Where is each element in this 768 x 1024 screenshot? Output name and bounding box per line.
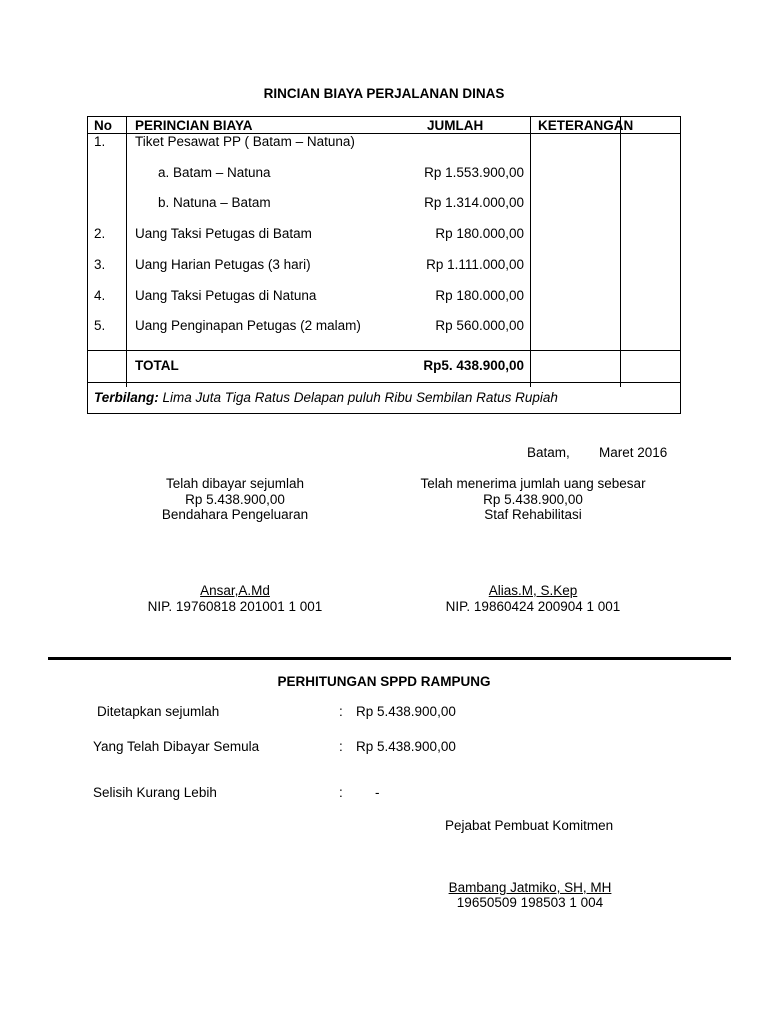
col-divider-no xyxy=(126,117,127,387)
official-signature xyxy=(420,880,640,910)
row-item: b. Natuna – Batam xyxy=(158,195,271,210)
sppd-row-value: - xyxy=(375,785,380,800)
payer-amount: Rp 5.438.900,00 xyxy=(185,491,285,507)
receiver-signature xyxy=(418,583,648,615)
row-item: Tiket Pesawat PP ( Batam – Natuna) xyxy=(135,134,355,149)
row-item: Uang Harian Petugas (3 hari) xyxy=(135,257,311,272)
official-name: Bambang Jatmiko, SH, MH xyxy=(448,880,612,895)
sppd-row-label: Yang Telah Dibayar Semula xyxy=(93,739,260,754)
col-divider-perincian xyxy=(530,117,531,387)
sppd-row-colon: : xyxy=(339,704,343,719)
cost-table xyxy=(87,116,681,414)
row-no: 1. xyxy=(94,134,106,149)
total-bottom-divider xyxy=(88,382,680,383)
sppd-row-colon: : xyxy=(339,785,343,800)
row-item: Uang Taksi Petugas di Natuna xyxy=(135,288,317,303)
header-jumlah: JUMLAH xyxy=(427,118,484,133)
row-amount: Rp 180.000,00 xyxy=(435,288,524,303)
terbilang-text: Lima Juta Tiga Ratus Delapan puluh Ribu Sembilan Ratus Rupiah xyxy=(158,390,558,405)
receiver-block xyxy=(403,476,663,523)
sppd-row-label: Ditetapkan sejumlah xyxy=(97,704,220,719)
row-item: a. Batam – Natuna xyxy=(158,165,271,180)
terbilang-label: Terbilang: xyxy=(94,390,159,405)
header-keterangan: KETERANGAN xyxy=(538,118,634,133)
payer-name: Ansar,A.Md xyxy=(200,583,270,598)
row-no: 5. xyxy=(94,318,106,333)
payer-role: Bendahara Pengeluaran xyxy=(161,507,309,522)
header-perincian: PERINCIAN BIAYA xyxy=(135,118,253,133)
document-title: RINCIAN BIAYA PERJALANAN DINAS xyxy=(263,86,505,101)
official-nip: 19650509 198503 1 004 xyxy=(456,895,604,910)
sppd-title: PERHITUNGAN SPPD RAMPUNG xyxy=(277,674,491,689)
date: Maret 2016 xyxy=(599,445,668,460)
row-amount: Rp 1.553.900,00 xyxy=(424,165,524,180)
col-divider-jumlah xyxy=(620,117,621,387)
place: Batam, xyxy=(527,445,570,460)
row-no: 4. xyxy=(94,288,106,303)
row-no: 2. xyxy=(94,226,106,241)
row-amount: Rp 1.111.000,00 xyxy=(426,257,524,272)
total-value: Rp5. 438.900,00 xyxy=(423,358,524,373)
row-item: Uang Taksi Petugas di Batam xyxy=(135,226,312,241)
sppd-row-value: Rp 5.438.900,00 xyxy=(356,704,456,719)
receiver-line1: Telah menerima jumlah uang sebesar xyxy=(420,476,646,491)
section-separator xyxy=(48,657,731,660)
receiver-name: Alias.M, S.Kep xyxy=(488,583,578,598)
payer-block xyxy=(130,476,340,523)
payer-signature xyxy=(120,583,350,615)
official-title: Pejabat Pembuat Komitmen xyxy=(445,818,614,833)
sppd-row-label: Selisih Kurang Lebih xyxy=(93,785,217,800)
total-top-divider xyxy=(88,350,680,351)
row-amount: Rp 560.000,00 xyxy=(435,318,524,333)
row-item: Uang Penginapan Petugas (2 malam) xyxy=(135,318,361,333)
row-amount: Rp 1.314.000,00 xyxy=(424,195,524,210)
receiver-nip: NIP. 19860424 200904 1 001 xyxy=(445,599,621,614)
total-label: TOTAL xyxy=(135,358,179,373)
payer-line1: Telah dibayar sejumlah xyxy=(165,476,305,491)
header-no: No xyxy=(94,118,112,133)
terbilang-row xyxy=(94,390,558,405)
row-amount: Rp 180.000,00 xyxy=(435,226,524,241)
sppd-row-colon: : xyxy=(339,739,343,754)
sppd-row-value: Rp 5.438.900,00 xyxy=(356,739,456,754)
receiver-amount: Rp 5.438.900,00 xyxy=(483,491,583,507)
row-no: 3. xyxy=(94,257,106,272)
receiver-role: Staf Rehabilitasi xyxy=(484,507,582,522)
payer-nip: NIP. 19760818 201001 1 001 xyxy=(147,599,323,614)
